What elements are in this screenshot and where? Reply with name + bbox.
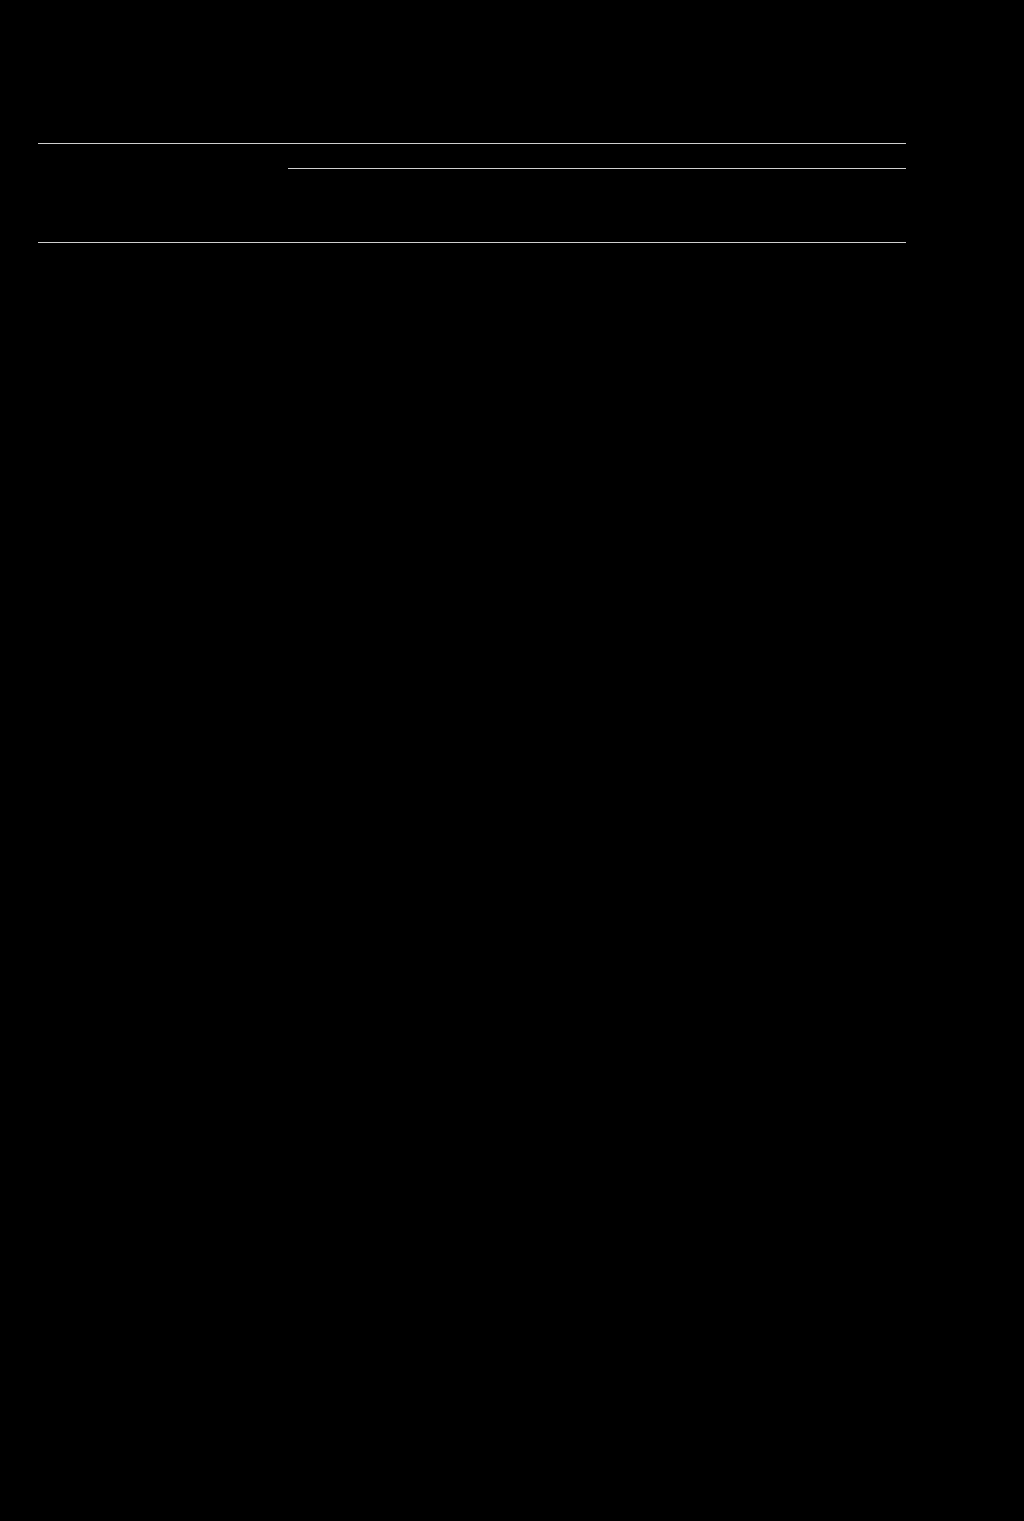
rule-header-bottom (38, 242, 906, 243)
rule-top (38, 143, 906, 144)
rule-groups (288, 168, 906, 169)
